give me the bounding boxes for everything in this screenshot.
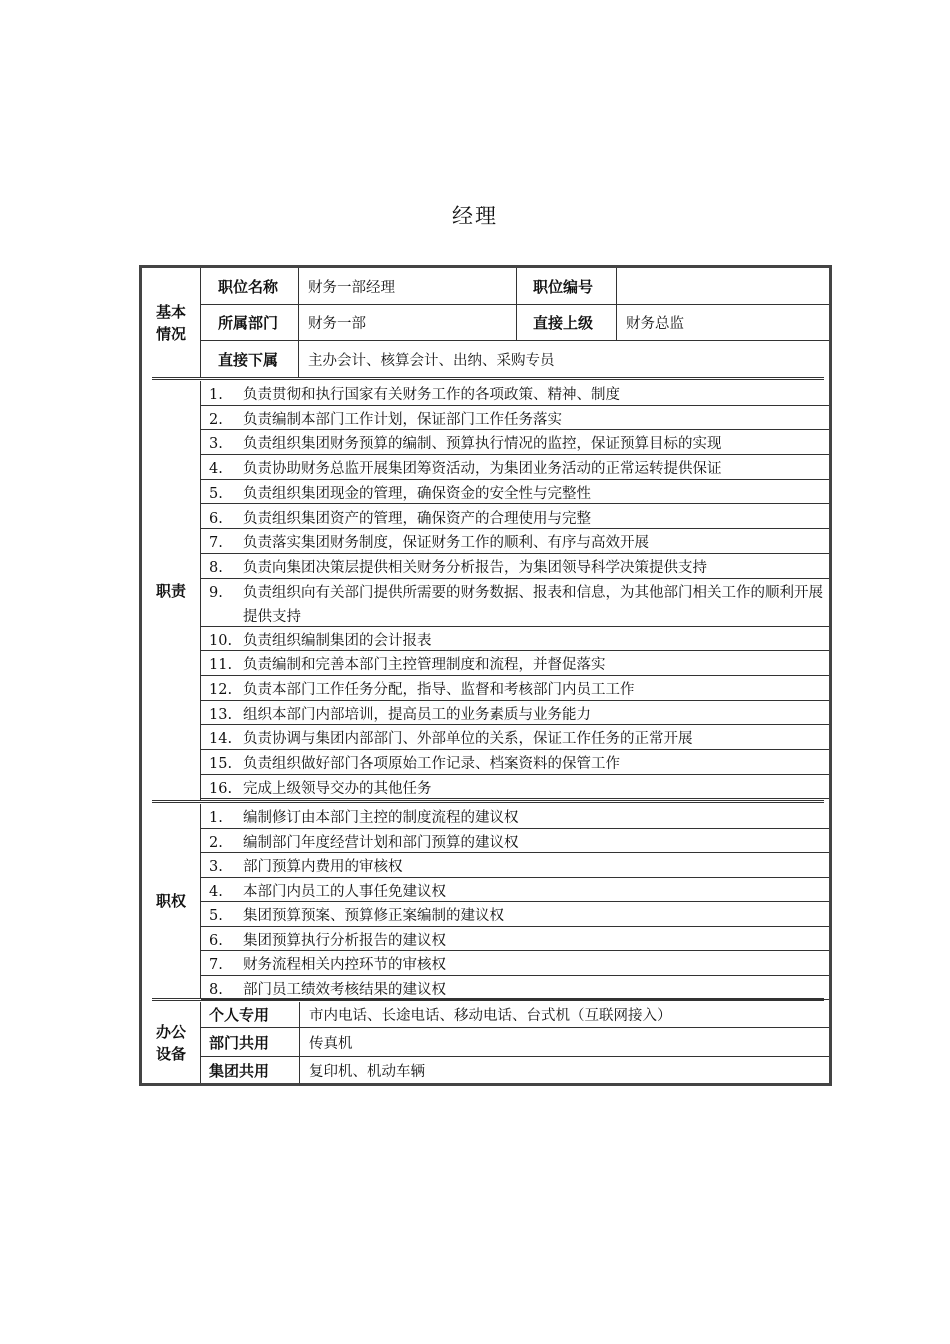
authority-item-number: 2. xyxy=(209,834,223,851)
duties-item-text: 负责落实集团财务制度，保证财务工作的顺利、有序与高效开展 xyxy=(243,535,649,552)
duties-category: 职责 xyxy=(142,381,201,800)
duties-item xyxy=(201,406,829,431)
authority-item xyxy=(201,927,829,952)
duties-item-text: 负责组织做好部门各项原始工作记录、档案资料的保管工作 xyxy=(243,756,620,773)
duties-item xyxy=(201,750,829,775)
job-description-table xyxy=(139,265,832,1086)
duties-item-text: 负责编制本部门工作计划，保证部门工作任务落实 xyxy=(243,411,562,428)
duties-item-number: 1. xyxy=(209,387,223,403)
duties-item-number: 9. xyxy=(209,584,223,601)
department-label: 所属部门 xyxy=(201,305,299,340)
authority-item-text: 集团预算执行分析报告的建议权 xyxy=(243,932,446,949)
equipment-row xyxy=(201,1002,829,1028)
authority-item-text: 部门预算内费用的审核权 xyxy=(243,859,403,875)
equipment-row xyxy=(201,1028,829,1057)
equipment-value: 市内电话、长途电话、移动电话、台式机（互联网接入） xyxy=(309,1008,672,1024)
authority-item xyxy=(201,804,829,829)
authority-item-number: 1. xyxy=(209,810,223,826)
duties-item-number: 6. xyxy=(209,510,223,527)
duties-item-number: 10. xyxy=(209,632,233,649)
equipment-label: 个人专用 xyxy=(201,1002,300,1027)
equipment-value: 复印机、机动车辆 xyxy=(309,1063,425,1080)
duties-item-number: 16. xyxy=(209,780,233,797)
duties-item xyxy=(201,505,829,530)
duties-item-number: 13. xyxy=(209,706,233,723)
subordinates-label: 直接下属 xyxy=(201,341,299,377)
authority-item-text: 本部门内员工的人事任免建议权 xyxy=(243,883,446,900)
duties-item-text: 完成上级领导交办的其他任务 xyxy=(243,780,432,797)
duties-item-text: 负责组织向有关部门提供所需要的财务数据、报表和信息，为其他部门相关工作的顺利开展提供支持 xyxy=(243,584,823,625)
document-title: 经理 xyxy=(452,204,498,228)
authority-item-number: 7. xyxy=(209,957,223,973)
equipment-value: 传真机 xyxy=(309,1035,353,1052)
duties-item-text: 负责组织集团资产的管理，确保资产的合理使用与完整 xyxy=(243,510,591,527)
duties-item xyxy=(201,775,829,800)
subordinates-value: 主办会计、核算会计、出纳、采购专员 xyxy=(308,352,555,369)
duties-item xyxy=(201,430,829,455)
authority-item-text: 财务流程相关内控环节的审核权 xyxy=(243,957,446,973)
duties-item xyxy=(201,529,829,554)
equipment-row xyxy=(201,1057,829,1083)
authority-item-text: 集团预算预案、预算修正案编制的建议权 xyxy=(243,908,504,924)
duties-item-text: 负责协助财务总监开展集团筹资活动，为集团业务活动的正常运转提供保证 xyxy=(243,461,722,478)
duties-item-number: 11. xyxy=(209,657,233,674)
duties-item-text: 负责本部门工作任务分配，指导、监督和考核部门内员工工作 xyxy=(243,682,635,698)
duties-item xyxy=(201,701,829,726)
authority-item xyxy=(201,829,829,854)
basic-row-3 xyxy=(201,341,829,377)
duties-item-text: 负责组织集团现金的管理，确保资金的安全性与完整性 xyxy=(243,485,591,502)
authority-item xyxy=(201,902,829,927)
duties-item-text: 负责编制和完善本部门主控管理制度和流程，并督促落实 xyxy=(243,657,606,674)
basic-info-category: 基本 情况 xyxy=(142,268,201,377)
authority-item xyxy=(201,951,829,976)
authority-item xyxy=(201,878,829,903)
superior-value: 财务总监 xyxy=(626,316,684,332)
position-code-label: 职位编号 xyxy=(517,268,617,304)
duties-item-text: 负责向集团决策层提供相关财务分析报告，为集团领导科学决策提供支持 xyxy=(243,559,707,576)
duties-item xyxy=(201,381,829,406)
duties-item xyxy=(201,627,829,652)
authority-item-text: 编制部门年度经营计划和部门预算的建议权 xyxy=(243,834,519,851)
equipment-label: 部门共用 xyxy=(201,1028,300,1056)
authority-item xyxy=(201,853,829,878)
duties-item xyxy=(201,554,829,579)
duties-item xyxy=(201,480,829,505)
basic-row-1 xyxy=(201,268,829,305)
duties-item-text: 负责协调与集团内部部门、外部单位的关系，保证工作任务的正常开展 xyxy=(243,731,693,748)
duties-item-text: 负责贯彻和执行国家有关财务工作的各项政策、精神、制度 xyxy=(243,387,620,403)
authority-item-number: 5. xyxy=(209,908,223,924)
position-code-value xyxy=(617,268,829,304)
authority-item-text: 编制修订由本部门主控的制度流程的建议权 xyxy=(243,810,519,826)
duties-item-number: 8. xyxy=(209,559,223,576)
duties-item-number: 2. xyxy=(209,411,223,428)
authority-item xyxy=(201,976,829,1001)
equipment-category: 办公 设备 xyxy=(142,1002,201,1083)
superior-label: 直接上级 xyxy=(517,305,617,340)
position-name-value: 财务一部经理 xyxy=(299,268,517,304)
authority-item-number: 8. xyxy=(209,981,223,998)
duties-item-number: 7. xyxy=(209,535,223,552)
duties-item-number: 15. xyxy=(209,756,233,773)
department-value: 财务一部 xyxy=(299,305,517,340)
duties-item-number: 5. xyxy=(209,485,223,502)
equipment-label: 集团共用 xyxy=(201,1057,300,1083)
duties-item-text: 组织本部门内部培训，提高员工的业务素质与业务能力 xyxy=(243,706,591,723)
duties-item-number: 4. xyxy=(209,461,223,478)
section-divider xyxy=(152,377,824,380)
duties-item xyxy=(201,579,829,627)
authority-category: 职权 xyxy=(142,804,201,998)
authority-item-text: 部门员工绩效考核结果的建议权 xyxy=(243,981,446,998)
duties-item-number: 3. xyxy=(209,436,223,453)
duties-item xyxy=(201,455,829,480)
authority-item-number: 6. xyxy=(209,932,223,949)
duties-item-number: 12. xyxy=(209,682,233,698)
duties-item-text: 负责组织编制集团的会计报表 xyxy=(243,632,432,649)
duties-item-text: 负责组织集团财务预算的编制、预算执行情况的监控，保证预算目标的实现 xyxy=(243,436,722,453)
duties-item xyxy=(201,725,829,750)
position-name-label: 职位名称 xyxy=(201,268,299,304)
duties-item xyxy=(201,651,829,676)
basic-row-2 xyxy=(201,305,829,341)
authority-item-number: 4. xyxy=(209,883,223,900)
duties-item xyxy=(201,676,829,701)
duties-item-number: 14. xyxy=(209,731,233,748)
authority-item-number: 3. xyxy=(209,859,223,875)
